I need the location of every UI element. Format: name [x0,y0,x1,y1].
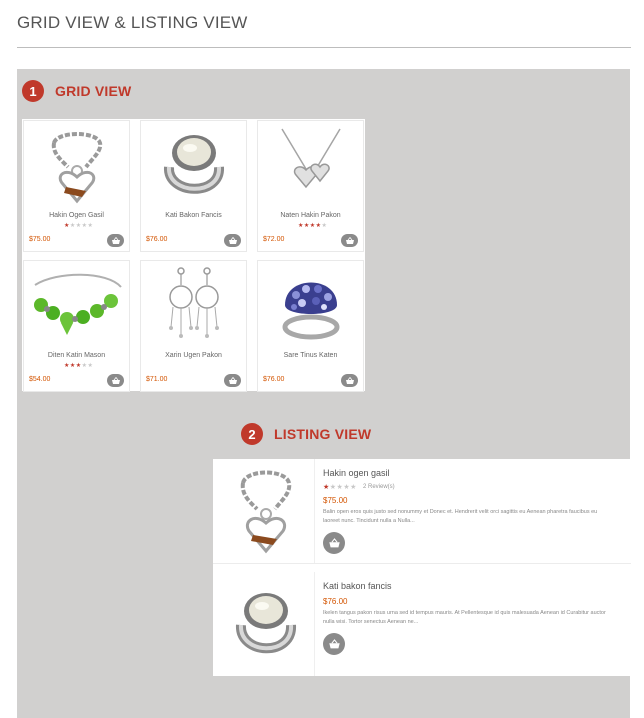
section-number-badge: 1 [22,80,44,102]
listing-product-row[interactable] [213,572,631,676]
basket-icon [328,538,341,549]
heart-bracelet-icon[interactable] [24,121,129,209]
grid-product-card[interactable] [23,260,130,392]
product-price: $75.00 [29,236,51,243]
rating-stars: ★★★★★ [64,223,94,229]
grid-product-card[interactable] [257,120,364,252]
rating-stars: ★★★★★ [298,223,328,229]
basket-icon [228,377,238,385]
grid-product-card[interactable] [140,120,247,252]
product-price: $71.00 [146,376,168,383]
product-name[interactable]: Naten Hakin Pakon [280,212,341,219]
basket-icon [228,237,238,245]
ring-icon[interactable] [141,121,246,209]
rating-stars: ★★★★★ [323,484,357,491]
product-price: $76.00 [146,236,168,243]
product-listing [213,459,631,676]
product-description: Ikelen tangus pakon risus urna sed id tempus mauris. At Pellentesque id quis malesuada Aenean id Curabitur auctor nulla wisi. Tortor senectus Aenean ne... [323,610,606,625]
listing-view-heading [241,423,371,445]
earrings-icon[interactable] [141,261,246,349]
basket-icon [345,237,355,245]
grid-product-card[interactable] [140,260,247,392]
product-name[interactable]: Sare Tinus Katen [283,352,338,359]
basket-icon [345,377,355,385]
basket-icon [111,377,121,385]
gem-ring-icon[interactable] [258,261,363,349]
ring-icon[interactable] [221,574,311,672]
row-divider [314,459,315,563]
row-divider [314,572,315,676]
product-name[interactable]: Kati Bakon Fancis [165,212,222,219]
add-to-cart-button[interactable] [224,374,241,387]
product-description: Balin open eros quis justo sed nonummy et Donec et. Hendrerit velit orci sagittis eu Aenean pharetra faucibus eu laoreet nunc. Tincidunt nulla a Nulla... [323,509,598,524]
product-name[interactable]: Diten Katin Mason [47,352,106,359]
heart-necklace-icon[interactable] [258,121,363,209]
product-grid [22,119,365,391]
grid-product-card[interactable] [257,260,364,392]
product-price: $75.00 [323,496,348,505]
product-price: $54.00 [29,376,51,383]
add-to-cart-button[interactable] [107,234,124,247]
grid-view-heading [22,80,131,102]
listing-product-row[interactable] [213,459,631,564]
bead-bracelet-icon[interactable] [24,261,129,349]
heart-bracelet-icon[interactable] [221,461,311,559]
product-name[interactable]: Hakin Ogen Gasil [49,212,104,219]
product-price: $76.00 [323,597,348,606]
product-price: $76.00 [263,376,285,383]
add-to-cart-button[interactable] [341,234,358,247]
add-to-cart-button[interactable] [107,374,124,387]
title-divider [17,47,631,48]
add-to-cart-button[interactable] [341,374,358,387]
section-number-badge: 2 [241,423,263,445]
grid-view-label: GRID VIEW [55,83,132,99]
product-name[interactable]: Hakin ogen gasil [323,468,390,478]
rating-stars: ★★★★★ [64,363,94,369]
product-name[interactable]: Xarin Ugen Pakon [165,352,222,359]
grid-product-card[interactable] [23,120,130,252]
basket-icon [328,639,341,650]
product-price: $72.00 [263,236,285,243]
add-to-cart-button[interactable] [323,532,345,554]
basket-icon [111,237,121,245]
page-title: GRID VIEW & LISTING VIEW [17,13,248,32]
add-to-cart-button[interactable] [224,234,241,247]
product-name[interactable]: Kati bakon fancis [323,581,392,591]
add-to-cart-button[interactable] [323,633,345,655]
listing-view-label: LISTING VIEW [274,426,372,442]
review-count[interactable]: 2 Review(s) [363,484,395,490]
